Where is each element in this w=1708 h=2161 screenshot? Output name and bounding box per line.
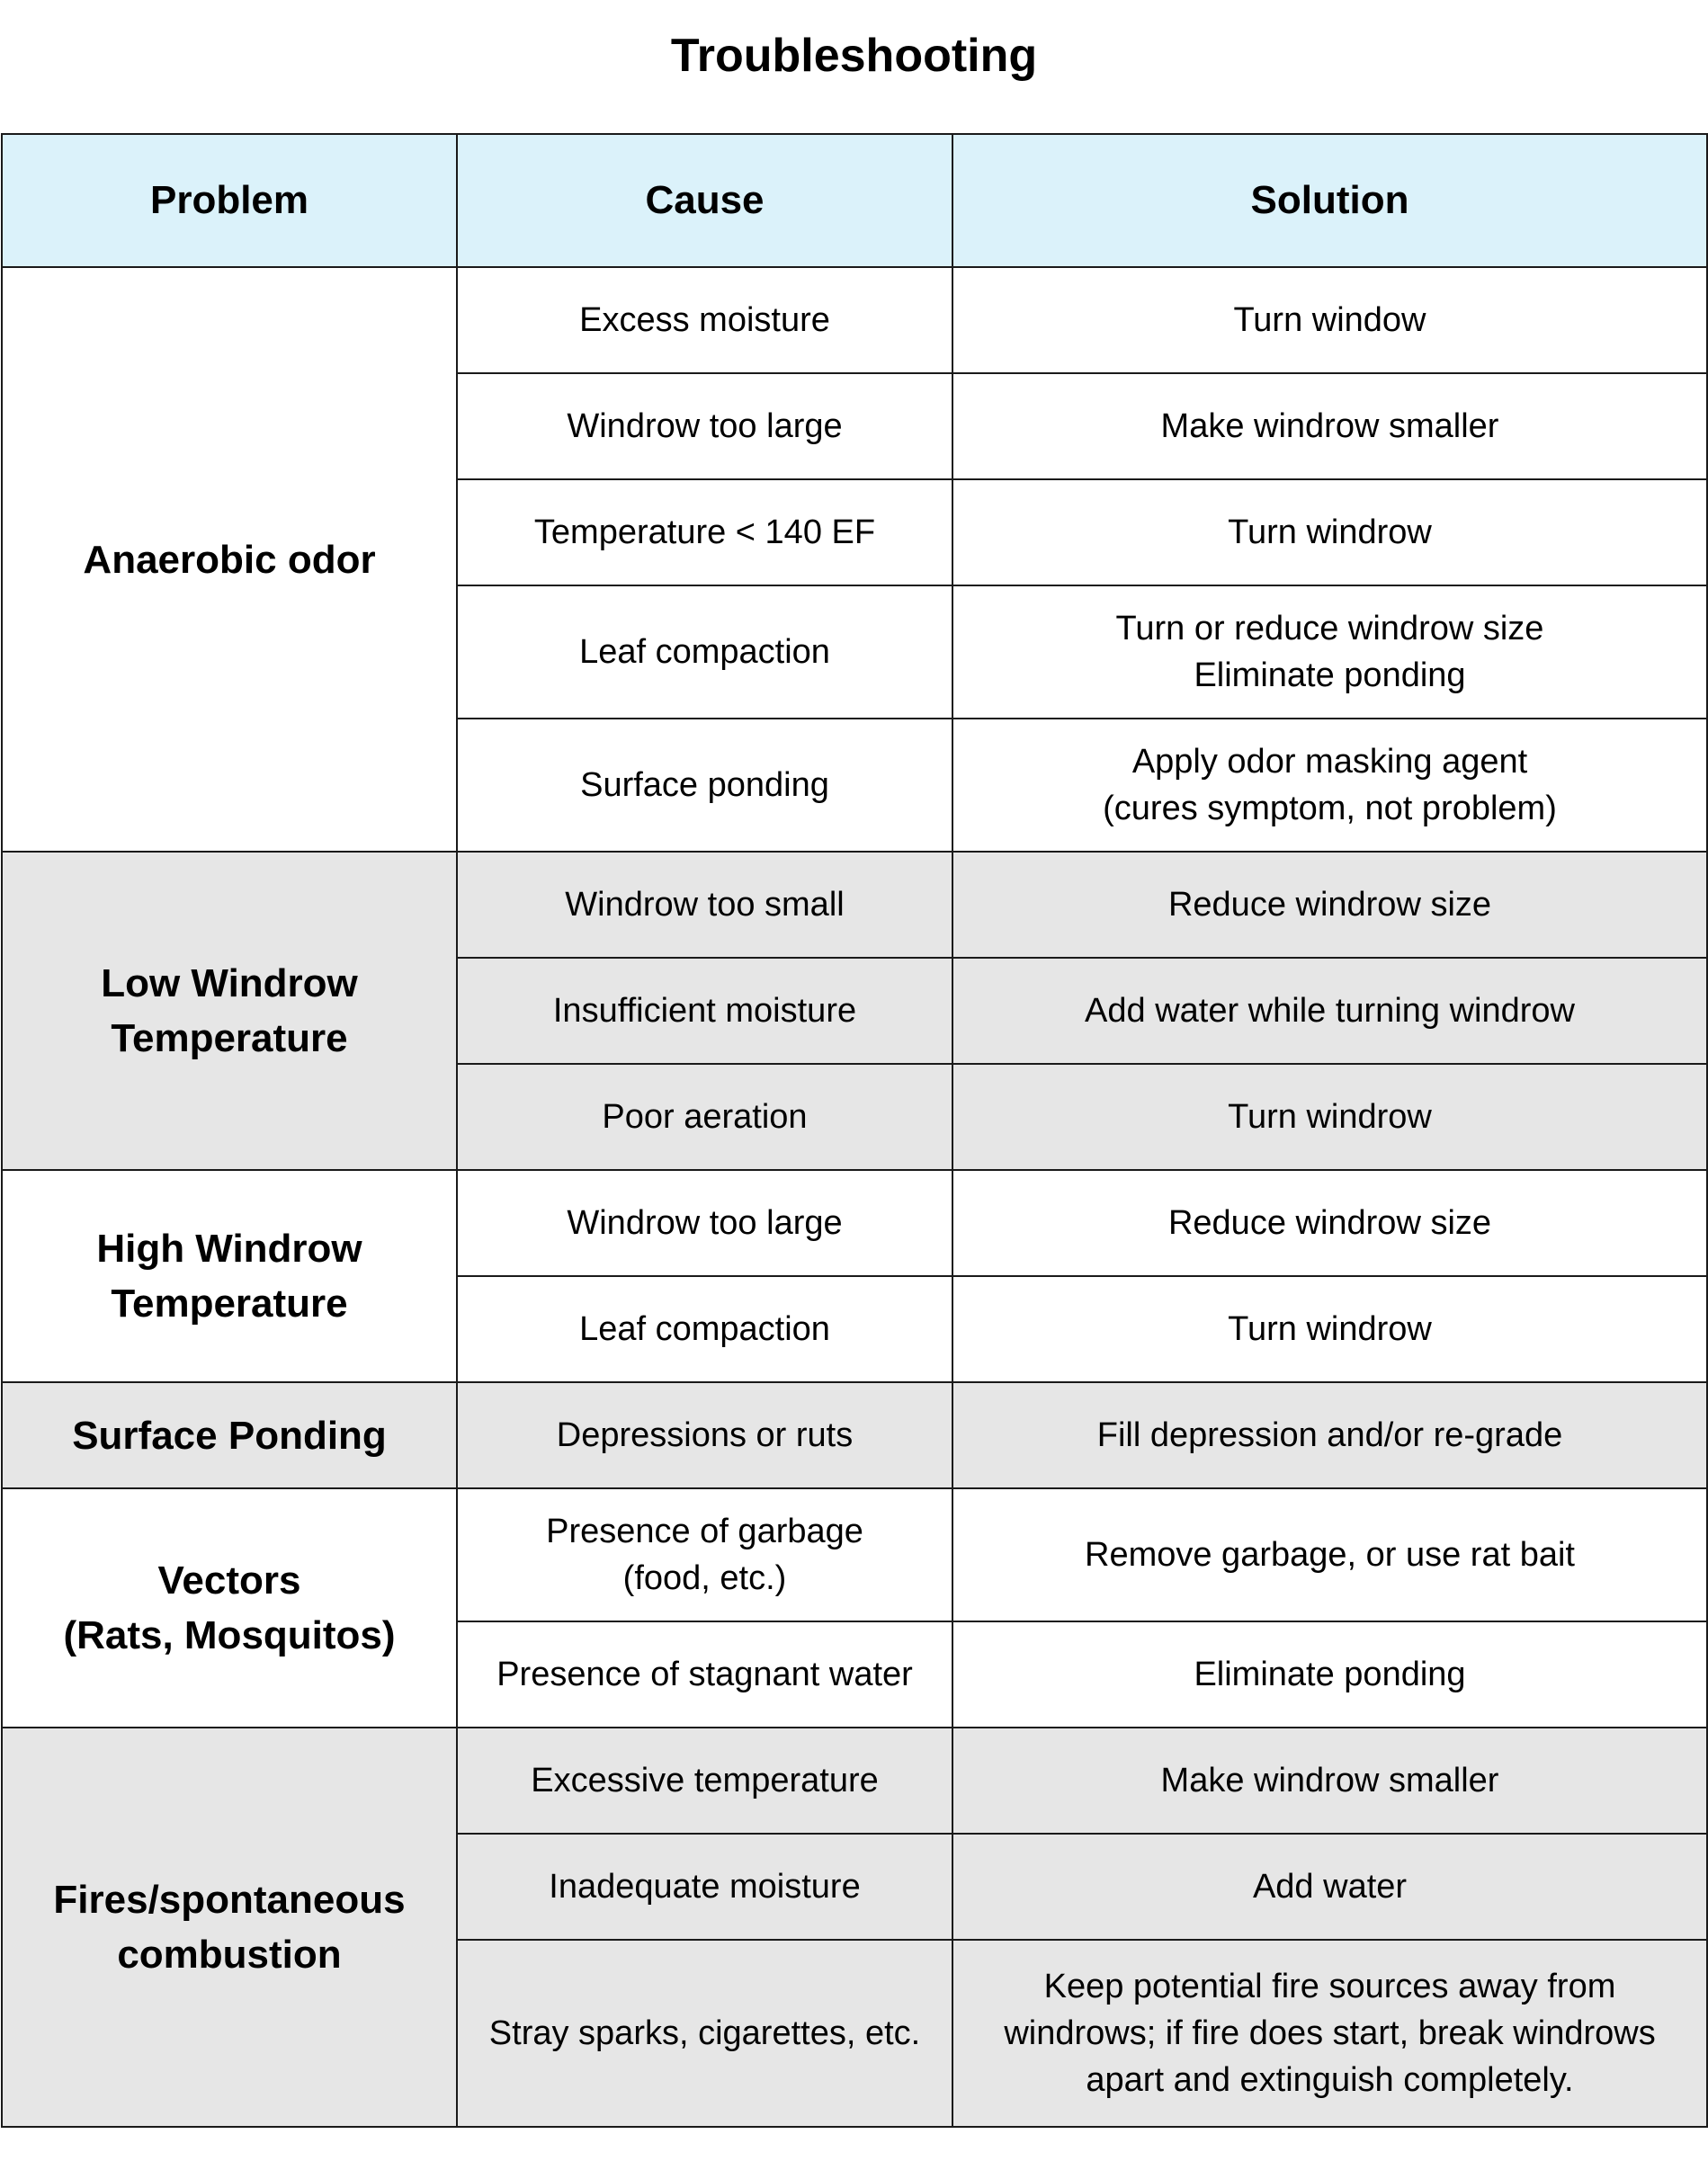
- solution-text: windrows; if fire does start, break windrows: [1004, 2014, 1656, 2052]
- solution-text: Reduce windrow size: [1167, 1204, 1492, 1242]
- solution-cell: [952, 1170, 1707, 1276]
- solution-text: apart and extinguish completely.: [1086, 2061, 1574, 2099]
- table-row: [2, 1728, 1707, 1834]
- problem-cell-anaerobic-odor: [2, 267, 457, 852]
- solution-cell: [952, 852, 1707, 958]
- cause-cell: [457, 1728, 952, 1834]
- problem-label: High Windrow: [96, 1227, 362, 1271]
- problem-label: Temperature: [111, 1281, 348, 1326]
- solution-cell: [952, 1834, 1707, 1940]
- troubleshooting-table: [1, 133, 1708, 2128]
- cause-cell: [457, 1621, 952, 1728]
- cause-cell: [457, 1170, 952, 1276]
- cause-cell: [457, 719, 952, 852]
- solution-cell: [952, 958, 1707, 1064]
- cause-cell: [457, 1064, 952, 1170]
- cause-text: Poor aeration: [602, 1098, 808, 1136]
- table-row: [2, 1382, 1707, 1488]
- cause-text: Excessive temperature: [531, 1762, 879, 1799]
- cause-text: Presence of stagnant water: [496, 1656, 913, 1693]
- cause-cell: [457, 1382, 952, 1488]
- solution-text: Make windrow smaller: [1160, 407, 1499, 445]
- solution-text: (cures symptom, not problem): [1103, 790, 1557, 827]
- page-title: Troubleshooting: [670, 30, 1038, 82]
- cause-text: Leaf compaction: [579, 633, 830, 671]
- problem-label: Fires/spontaneous: [53, 1878, 406, 1922]
- cause-text: Windrow too large: [567, 407, 843, 445]
- solution-cell: [952, 1621, 1707, 1728]
- solution-cell: [952, 479, 1707, 585]
- cause-text: (food, etc.): [622, 1559, 787, 1597]
- cause-text: Depressions or ruts: [556, 1416, 854, 1454]
- table-row: [2, 1488, 1707, 1621]
- solution-text: Turn or reduce windrow size: [1115, 610, 1544, 647]
- problem-label: Vectors: [157, 1558, 301, 1603]
- cause-text: Leaf compaction: [579, 1310, 830, 1348]
- cause-text: Stray sparks, cigarettes, etc.: [488, 2014, 921, 2052]
- solution-text: Turn window: [1233, 301, 1426, 339]
- cause-text: Temperature < 140 EF: [533, 513, 876, 551]
- solution-text: Add water while turning windrow: [1085, 992, 1575, 1030]
- solution-text: Add water: [1252, 1868, 1408, 1906]
- solution-text: Remove garbage, or use rat bait: [1085, 1536, 1575, 1574]
- cause-text: Insufficient moisture: [552, 992, 857, 1030]
- cause-cell: [457, 958, 952, 1064]
- cause-cell: [457, 1940, 952, 2127]
- solution-text: Turn windrow: [1228, 1098, 1432, 1136]
- problem-cell-high-windrow-temperature: [2, 1170, 457, 1382]
- cause-cell: [457, 1488, 952, 1621]
- solution-cell: [952, 1276, 1707, 1382]
- solution-cell: [952, 1488, 1707, 1621]
- cause-text: Inadequate moisture: [549, 1868, 861, 1906]
- solution-cell: [952, 1940, 1707, 2127]
- solution-text: Eliminate ponding: [1194, 656, 1466, 694]
- cause-cell: [457, 267, 952, 373]
- problem-cell-fires: [2, 1728, 457, 2127]
- cause-text: Presence of garbage: [546, 1513, 863, 1550]
- solution-text: Keep potential fire sources away from: [1043, 1968, 1616, 2005]
- solution-cell: [952, 719, 1707, 852]
- cause-text: Excess moisture: [579, 301, 830, 339]
- solution-cell: [952, 1064, 1707, 1170]
- cause-cell: [457, 373, 952, 479]
- table-row: [2, 1170, 1707, 1276]
- problem-cell-surface-ponding: [2, 1382, 457, 1488]
- solution-text: Fill depression and/or re-grade: [1096, 1416, 1563, 1454]
- cause-text: Windrow too small: [565, 886, 845, 924]
- column-header-cause: Cause: [457, 134, 952, 267]
- header-row: [2, 134, 1707, 267]
- cause-cell: [457, 1276, 952, 1382]
- solution-cell: [952, 267, 1707, 373]
- cause-cell: [457, 585, 952, 719]
- problem-label: Temperature: [111, 1016, 348, 1060]
- solution-cell: [952, 1728, 1707, 1834]
- cause-cell: [457, 1834, 952, 1940]
- table-row: [2, 267, 1707, 373]
- problem-label: Anaerobic odor: [83, 537, 376, 582]
- solution-text: Make windrow smaller: [1160, 1762, 1499, 1799]
- solution-text: Apply odor masking agent: [1131, 743, 1528, 781]
- solution-text: Turn windrow: [1228, 513, 1432, 551]
- problem-cell-vectors: [2, 1488, 457, 1728]
- cause-text: Windrow too large: [567, 1204, 843, 1242]
- solution-cell: [952, 373, 1707, 479]
- cause-text: Surface ponding: [580, 766, 829, 804]
- problem-label: Low Windrow: [101, 961, 358, 1005]
- table-row: [2, 852, 1707, 958]
- solution-text: Reduce windrow size: [1167, 886, 1492, 924]
- problem-label: Surface Ponding: [72, 1413, 387, 1458]
- solution-text: Eliminate ponding: [1194, 1656, 1466, 1693]
- cause-cell: [457, 479, 952, 585]
- problem-cell-low-windrow-temperature: [2, 852, 457, 1170]
- column-header-problem: Problem: [2, 134, 457, 267]
- solution-text: Turn windrow: [1228, 1310, 1432, 1348]
- problem-label: combustion: [117, 1933, 342, 1977]
- solution-cell: [952, 585, 1707, 719]
- column-header-solution: Solution: [952, 134, 1707, 267]
- solution-cell: [952, 1382, 1707, 1488]
- cause-cell: [457, 852, 952, 958]
- problem-label: (Rats, Mosquitos): [63, 1613, 396, 1657]
